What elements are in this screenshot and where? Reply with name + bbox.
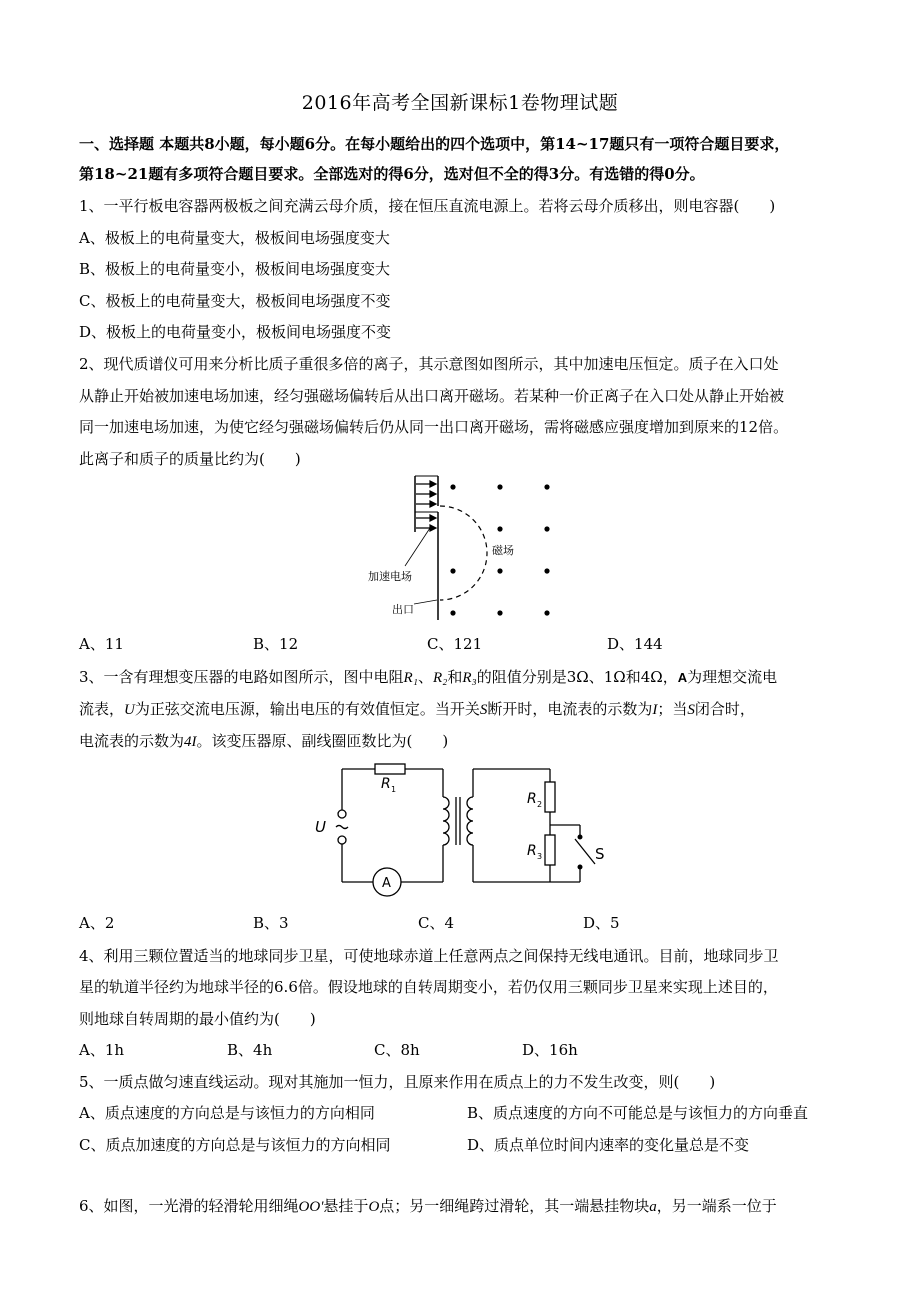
q3-text: 。该变压器原、副线圈匝数比为( ) <box>196 732 449 750</box>
q2-stem-line3: 同一加速电场加速，为使它经匀强磁场偏转后仍从同一出口离开磁场，需将磁感应强度增加到原来的12倍。 <box>79 418 789 436</box>
section-instructions-line1: 一、选择题 本题共8小题，每小题6分。在每小题给出的四个选项中，第14~17题只有一项符合题目要求， <box>79 135 790 153</box>
switch-label: S <box>595 845 605 863</box>
q6-text: 悬挂于 <box>323 1197 369 1215</box>
r2-label: R <box>527 791 537 807</box>
q4-stem-line3: 则地球自转周期的最小值约为( ) <box>79 1010 316 1028</box>
q3-stem-line2 <box>79 698 755 719</box>
q5-option-b: B、质点速度的方向不可能总是与该恒力的方向垂直 <box>467 1104 809 1122</box>
q3-option-c: C、4 <box>418 914 455 932</box>
q3-var-r1: R₁ <box>403 670 418 686</box>
r3-label: R <box>527 843 537 859</box>
q2-stem-line1: 2、现代质谱仪可用来分析比质子重很多倍的离子，其示意图如图所示，其中加速电压恒定。质子在入口处 <box>79 355 779 373</box>
q6-var-oo: OO' <box>298 1199 324 1215</box>
voltage-source-label: U <box>315 818 326 836</box>
q3-var-r2: R₂ <box>432 670 448 686</box>
transformer-circuit-figure <box>305 757 625 907</box>
q4-stem-line2: 星的轨道半径约为地球半径的6.6倍。假设地球的自转周期变小，若仍仅用三颗同步卫星来实现上述目的， <box>79 978 778 996</box>
q3-text: 闭合时， <box>694 700 755 718</box>
q3-text: 3、一含有理想变压器的电路如图所示，图中电阻 <box>79 668 404 686</box>
q3-var-s: S <box>479 702 488 718</box>
r1-label: R <box>381 776 391 792</box>
exit-label: 出口 <box>392 603 414 616</box>
q4-stem-line1: 4、利用三颗位置适当的地球同步卫星，可使地球赤道上任意两点之间保持无线电通讯。目前，地球同步卫 <box>79 947 779 965</box>
q4-option-d: D、16h <box>522 1041 578 1059</box>
q2-stem-line2: 从静止开始被加速电场加速，经匀强磁场偏转后从出口离开磁场。若某种一价正离子在入口处从静止开始被 <box>79 387 785 405</box>
q3-option-b: B、3 <box>253 914 289 932</box>
q1-option-c: C、极板上的电荷量变大，极板间电场强度不变 <box>79 292 391 310</box>
q3-stem-line3 <box>79 730 448 751</box>
q6-stem-line1 <box>79 1195 777 1216</box>
ammeter-label: A <box>382 876 391 891</box>
q4-option-c: C、8h <box>374 1041 420 1059</box>
q1-option-b: B、极板上的电荷量变小，极板间电场强度变大 <box>79 260 391 278</box>
q1-option-a: A、极板上的电荷量变大，极板间电场强度变大 <box>79 229 390 247</box>
q2-option-c: C、121 <box>427 635 483 653</box>
q1-option-d: D、极板上的电荷量变小，极板间电场强度不变 <box>79 323 392 341</box>
q3-text: 为理想交流电 <box>687 668 778 686</box>
q2-option-a: A、11 <box>79 635 124 653</box>
ammeter-symbol: A <box>677 670 688 685</box>
q2-option-d: D、144 <box>607 635 663 653</box>
q2-stem-line4: 此离子和质子的质量比约为( ) <box>79 450 301 468</box>
r1-subscript: 1 <box>391 785 397 794</box>
q5-option-c: C、质点加速度的方向总是与该恒力的方向相同 <box>79 1136 391 1154</box>
q3-text: 流表， <box>79 700 125 718</box>
r3-subscript: 3 <box>537 852 543 861</box>
q5-stem: 5、一质点做匀速直线运动。现对其施加一恒力，且原来作用在质点上的力不发生改变，则( ) <box>79 1073 716 1091</box>
q3-text: 的阻值分别是3Ω、1Ω和4Ω， <box>476 668 678 686</box>
q3-option-d: D、5 <box>583 914 620 932</box>
q3-text: 、 <box>417 668 433 686</box>
page-title: 2016年高考全国新课标1卷物理试题 <box>301 92 619 114</box>
r2-subscript: 2 <box>537 800 543 809</box>
q5-option-a: A、质点速度的方向总是与该恒力的方向相同 <box>79 1104 375 1122</box>
q6-var-o: O <box>368 1199 380 1215</box>
q3-option-a: A、2 <box>79 914 115 932</box>
q1-stem: 1、一平行板电容器两极板之间充满云母介质，接在恒压直流电源上。若将云母介质移出，则电容器( ) <box>79 197 776 215</box>
q6-text: 点；另一细绳跨过滑轮，其一端悬挂物块 <box>379 1197 650 1215</box>
q3-stem-line1 <box>79 666 777 687</box>
q3-text: 断开时，电流表的示数为 <box>487 700 653 718</box>
q6-var-a: a <box>649 1199 657 1215</box>
q6-text: ，另一端系一位于 <box>656 1197 777 1215</box>
q4-option-a: A、1h <box>79 1041 125 1059</box>
accel-field-label: 加速电场 <box>368 570 412 583</box>
q2-option-b: B、12 <box>253 635 299 653</box>
q4-option-b: B、4h <box>227 1041 273 1059</box>
q3-text: 电流表的示数为 <box>79 732 185 750</box>
q3-var-u: U <box>124 702 135 718</box>
q3-var-r3: R₃ <box>462 670 477 686</box>
q6-text: 6、如图，一光滑的轻滑轮用细绳 <box>79 1197 299 1215</box>
q5-option-d: D、质点单位时间内速率的变化量总是不变 <box>467 1136 750 1154</box>
magnetic-field-label: 磁场 <box>492 544 514 557</box>
q3-text: 为正弦交流电压源，输出电压的有效值恒定。当开关 <box>134 700 480 718</box>
mass-spectrometer-figure <box>360 470 580 630</box>
q3-var-s: S <box>687 702 695 718</box>
q3-var-i: I <box>652 702 658 718</box>
q3-text: ；当 <box>657 700 688 718</box>
q3-text: 和 <box>447 668 463 686</box>
section-instructions-line2: 第18~21题有多项符合题目要求。全部选对的得6分，选对但不全的得3分。有选错的得0分。 <box>79 165 705 183</box>
q3-var-4i: 4I <box>184 734 197 750</box>
